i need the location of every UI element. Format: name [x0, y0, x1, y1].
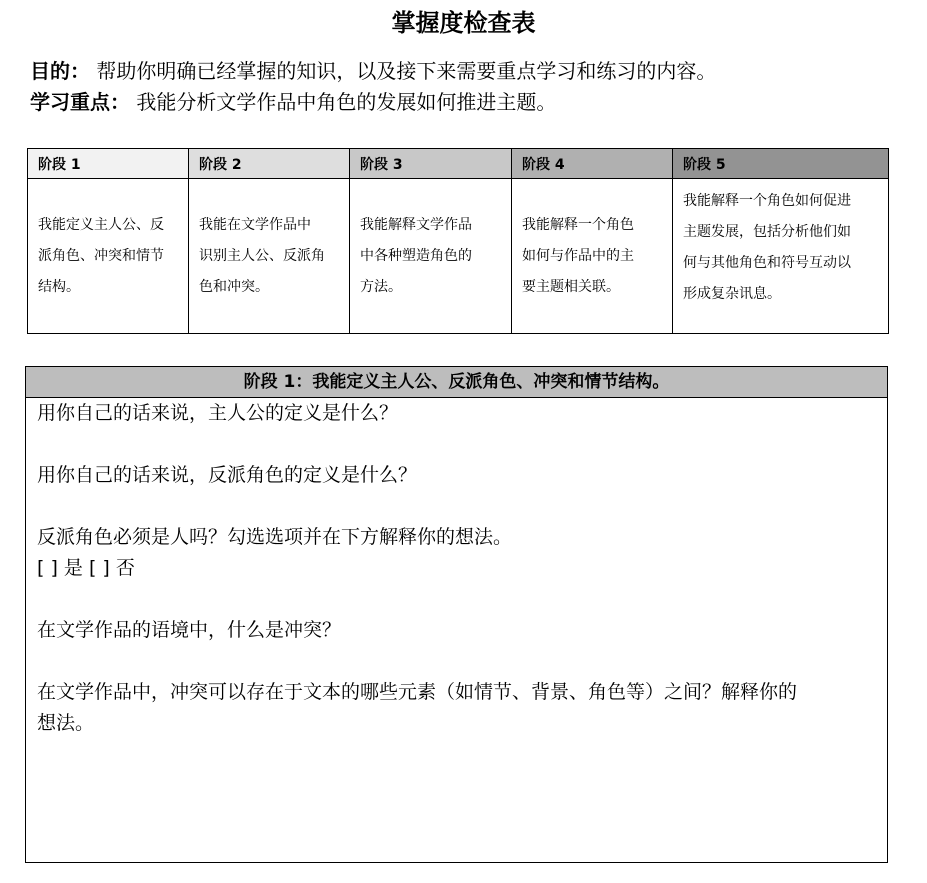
stage-1-line-2: 派角色、冲突和情节 [38, 247, 164, 264]
stage-2-description [189, 179, 350, 334]
stage-3-description [350, 179, 512, 334]
question-conflict-elements-line-2: 想法。 [37, 712, 95, 734]
stage-1-description [28, 179, 189, 334]
stage-1-worksheet-body [26, 398, 887, 739]
purpose-label: 目的： [30, 59, 90, 83]
focus-label: 学习重点： [30, 90, 130, 114]
question-conflict-definition: 在文学作品的语境中，什么是冲突？ [37, 619, 342, 641]
stage-3-line-3: 方法。 [360, 278, 402, 295]
purpose-statement [30, 56, 910, 86]
stage-5-header: 阶段 5 [673, 149, 889, 179]
stage-4-header: 阶段 4 [512, 149, 673, 179]
focus-text: 我能分析文学作品中角色的发展如何推进主题。 [130, 90, 557, 114]
stages-table [27, 148, 889, 334]
stage-5-description [673, 179, 889, 334]
stage-1-line-3: 结构。 [38, 278, 80, 295]
stage-1-header: 阶段 1 [28, 149, 189, 179]
stage-2-line-1: 我能在文学作品中 [199, 216, 311, 233]
stage-4-line-2: 如何与作品中的主 [522, 247, 634, 264]
question-conflict-elements-line-1: 在文学作品中，冲突可以存在于文本的哪些元素（如情节、背景、角色等）之间？解释你的 [37, 681, 798, 703]
stage-3-line-1: 我能解释文学作品 [360, 216, 472, 233]
stage-1-line-1: 我能定义主人公、反 [38, 216, 164, 233]
answer-space[interactable] [37, 584, 877, 615]
stage-1-worksheet [25, 366, 888, 863]
learning-focus-statement [30, 87, 910, 117]
stage-2-header: 阶段 2 [189, 149, 350, 179]
stage-5-line-4: 形成复杂讯息。 [683, 286, 781, 302]
question-antagonist-human: 反派角色必须是人吗？勾选选项并在下方解释你的想法。 [37, 526, 513, 548]
question-protagonist-definition: 用你自己的话来说，主人公的定义是什么？ [37, 402, 399, 424]
answer-space[interactable] [37, 646, 877, 677]
answer-space[interactable] [37, 429, 877, 460]
stage-4-description [512, 179, 673, 334]
stage-3-line-2: 中各种塑造角色的 [360, 247, 472, 264]
stage-5-line-3: 何与其他角色和符号互动以 [683, 255, 851, 271]
purpose-text: 帮助你明确已经掌握的知识，以及接下来需要重点学习和练习的内容。 [90, 59, 717, 83]
answer-space[interactable] [37, 491, 877, 522]
stage-5-line-1: 我能解释一个角色如何促进 [683, 193, 851, 209]
stage-4-line-1: 我能解释一个角色 [522, 216, 634, 233]
question-antagonist-definition: 用你自己的话来说，反派角色的定义是什么？ [37, 464, 418, 486]
stage-3-header: 阶段 3 [350, 149, 512, 179]
stages-description-row [28, 179, 889, 334]
stages-header-row [28, 149, 889, 179]
stage-4-line-3: 要主题相关联。 [522, 278, 620, 295]
stage-5-line-2: 主题发展，包括分析他们如 [683, 224, 851, 240]
stage-2-line-2: 识别主人公、反派角 [199, 247, 325, 264]
page-title: 掌握度检查表 [391, 9, 536, 37]
stage-2-line-3: 色和冲突。 [199, 278, 269, 295]
yes-no-checkboxes[interactable]: [ ] 是 [ ] 否 [37, 557, 135, 579]
stage-1-worksheet-header: 阶段 1：我能定义主人公、反派角色、冲突和情节结构。 [26, 367, 887, 398]
